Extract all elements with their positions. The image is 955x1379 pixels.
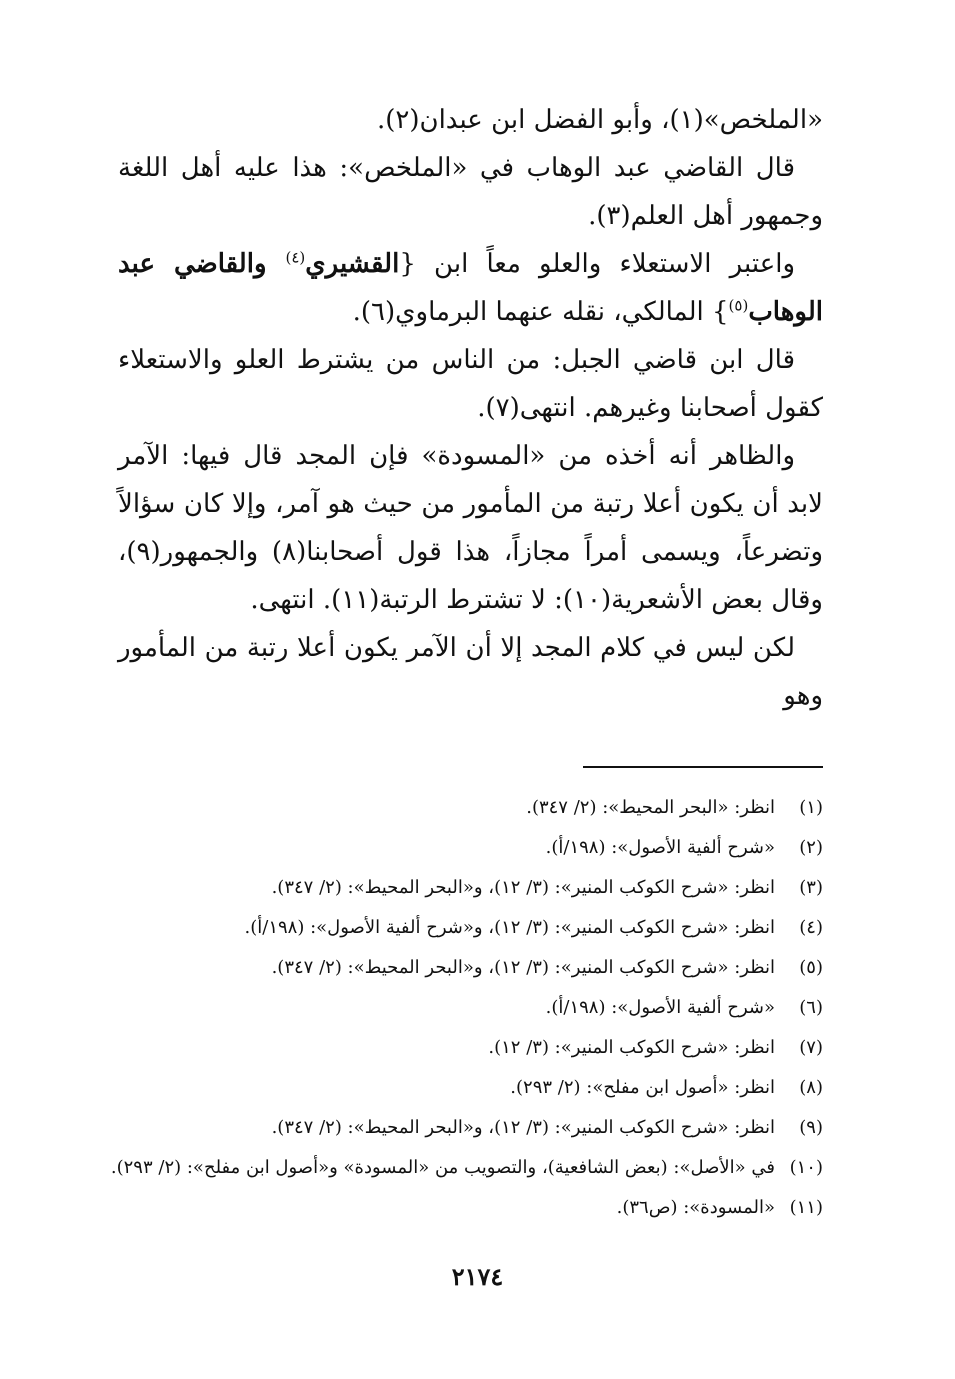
footnote-ref-5: (٥) [728,296,749,315]
footnote-text: «المسودة»: (ص٣٦). [616,1197,775,1218]
footnote-number: (١) [799,797,823,818]
footnote-number: (١٠) [789,1157,823,1178]
paragraph-3-post: } المالكي، نقله عنهما البرماوي(٦). [352,297,729,327]
footnote-number: (٩) [799,1117,823,1138]
footnote-text: انظر: «شرح الكوكب المنير»: (٣/ ١٢)، و«البحر المحيط»: (٢/ ٣٤٧). [271,1117,775,1138]
footnote-number: (٤) [799,917,823,938]
footnote-number: (٦) [799,997,823,1018]
footnote-separator [583,766,823,768]
footnote [110,1148,823,1188]
paragraph-1: «الملخص»(١)، وأبو الفضل ابن عبدان(٢). [376,105,823,135]
paragraph-3-pre: واعتبر الاستعلاء والعلو معاً ابن { [399,249,795,279]
paragraph-5: والظاهر أنه أخذه من «المسودة» فإن المجد قال فيها: الآمر لابد أن يكون أعلا رتبة من المأمور من حيث هو آمر، وإلا كان سؤالاً وتضرعاً، ويسمى أمراً مجازاً، هذا قول أصحابنا(٨) والجمهور(٩)، وقال بعض الأشعرية(١٠): لا تشترط الرتبة(١١). انتهى. [118,441,824,615]
paragraph-3 [118,240,823,336]
footnote-text: انظر: «شرح الكوكب المنير»: (٣/ ١٢)، و«البحر المحيط»: (٢/ ٣٤٧). [271,877,775,898]
footnote-number: (٢) [799,837,823,858]
footnote [118,988,823,1028]
footnote [118,868,823,908]
footnote-text: انظر: «شرح الكوكب المنير»: (٣/ ١٢)، و«شرح ألفية الأصول»: (١٩٨/أ). [244,917,775,938]
footnote [118,1188,823,1228]
footnote-number: (٥) [799,957,823,978]
footnote-text: انظر: «أصول ابن مفلح»: (٢/ ٢٩٣). [510,1077,775,1098]
paragraph-4: قال ابن قاضي الجبل: من الناس من يشترط العلو والاستعلاء كقول أصحابنا وغيرهم. انتهى(٧). [118,345,823,423]
footnotes [110,788,823,1228]
footnote [118,788,823,828]
paragraph-6: لكن ليس في كلام المجد إلا أن الآمر يكون أعلا رتبة من المأمور وهو [118,633,823,711]
footnote-text: انظر: «شرح الكوكب المنير»: (٣/ ١٢)، و«البحر المحيط»: (٢/ ٣٤٧). [271,957,775,978]
main-text [118,96,823,720]
footnote [118,908,823,948]
footnote-text: «شرح ألفية الأصول»: (١٩٨/أ). [545,997,775,1018]
footnote-text: انظر: «البحر المحيط»: (٢/ ٣٤٧). [526,797,775,818]
footnote-text: «شرح ألفية الأصول»: (١٩٨/أ). [545,837,775,858]
footnote-text: في «الأصل»: (بعض الشافعية)، والتصويب من «المسودة» و«أصول ابن مفلح»: (٢/ ٢٩٣). [110,1157,775,1178]
paragraph-2: قال القاضي عبد الوهاب في «الملخص»: هذا عليه أهل اللغة وجمهور أهل العلم(٣). [118,153,823,231]
footnote [118,1108,823,1148]
qushayri-name: القشيري [305,249,400,279]
footnote-text: انظر: «شرح الكوكب المنير»: (٣/ ١٢). [488,1037,775,1058]
footnote-number: (٨) [799,1077,823,1098]
footnote [118,1068,823,1108]
page-number: ٢١٧٤ [451,1262,504,1291]
footnote-number: (٣) [799,877,823,898]
footnote-number: (١١) [789,1197,823,1218]
abd-al-wahhab-name: والقاضي عبد الوهاب [118,249,823,327]
footnote [118,948,823,988]
footnote-ref-4: (٤) [285,248,306,267]
footnote [118,828,823,868]
footnote-number: (٧) [799,1037,823,1058]
footnote [118,1028,823,1068]
